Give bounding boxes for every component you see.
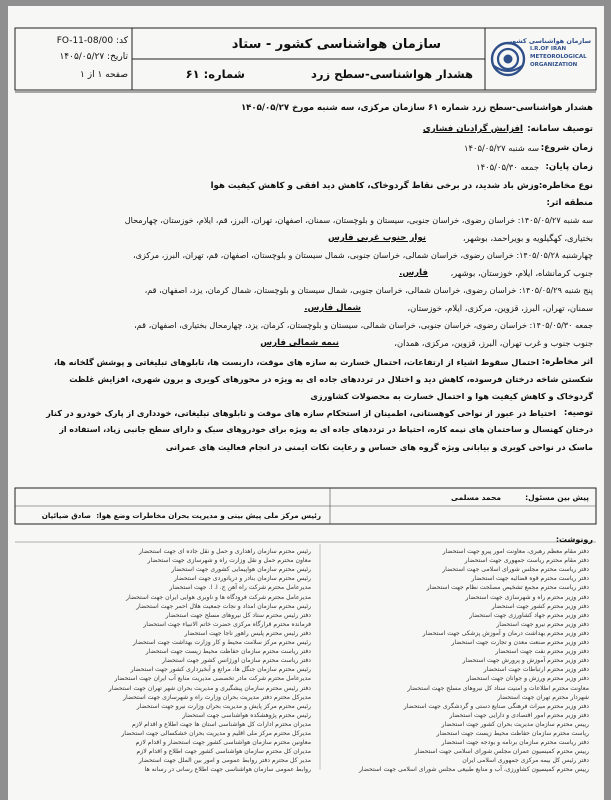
recipient-left-item: رئیس محترم سازمان جنگل ها، مراتع و آبخیزداری کشور جهت استحضار — [130, 666, 311, 674]
meteorological-organization-logo — [490, 32, 594, 86]
doc-title: هشدار هواشناسی-سطح زرد — [311, 67, 473, 81]
recipient-left-item: دفتر رئیس محترم ستاد کل نیروهای مسلح جهت استحضار — [165, 611, 311, 619]
recipient-left-item: مدیر کل محترم دفتر روابط عمومی و امور بین الملل جهت استحضار — [138, 757, 311, 765]
recipient-right-item: رییس محترم کمیسیون کشاورزی، آب و منابع طبیعی مجلس شورای اسلامی جهت استحضار — [358, 766, 589, 774]
advice-line3: ماسک در نواحی کویری و بیابانی ویژه گروه های حساس و رعایت نکات ایمنی در انجام فعالیت های عمرانی — [165, 442, 593, 452]
logo-text-fa: سازمان هواشناسی کشور — [508, 37, 591, 45]
recipient-right-item: دفتر وزیر محترم نیرو جهت استحضار — [496, 620, 589, 628]
form-date: تاریخ: ۱۴۰۵/۰۵/۲۷ — [59, 52, 128, 62]
recipient-left-item: مدیران کل محترم سازمان هواشناسی کشور جهت اطلاع و اقدام لازم — [136, 748, 311, 756]
region-fri-highlight: نیمه شمالی فارس — [260, 338, 339, 348]
recipient-left-item: مدیرکل محترم مرکز ملی اقلیم و مدیریت بحران خشکسالی جهت استحضار — [121, 730, 311, 737]
logo-text-1: I.R.OF IRAN — [530, 46, 567, 52]
region-fri-line1: جمعه ۱۴۰۵/۰۵/۳۰: خراسان رضوی، خراسان جنوبی، خراسان شمالی، سیستان و بلوچستان، کرمان، یزد، چهارمحال بختیاری، اصفهان، قم، — [134, 320, 593, 330]
recipient-right-item: دفتر مقام محترم ریاست جمهوری جهت استحضار — [464, 557, 589, 565]
recipient-right-item: دفتر وزیر محترم میراث فرهنگی صنایع دستی و گردشگری جهت استحضار — [403, 702, 589, 710]
recipient-left-item: مدیرکل محترم دفتر مدیریت بحران وزارت راه و شهرسازی جهت استحضار — [123, 693, 311, 701]
recipient-right-item: رییس محترم کمیسیون عمران مجلس شورای اسلامی جهت استحضار — [414, 748, 589, 756]
duty-forecaster-name: محمد مسلمی — [451, 493, 501, 502]
center-head-name: صادق ضیائیان — [41, 511, 91, 520]
recipient-right-item: شهردار محترم تهران جهت استحضار — [497, 693, 589, 701]
recipient-left-item: دفتر ریاست محترم سازمان اورژانس کشور جهت استحضار — [162, 657, 311, 665]
recipient-right-item: دفتر وزیر محترم کشور جهت استحضار — [491, 602, 589, 610]
region-thu-line2: سمنان، تهران، البرز، قزوین، مرکزی، ایلام، خوزستان، — [407, 303, 593, 313]
system-value: افزایش گرادیان فشاری — [422, 124, 523, 134]
recipient-left-item: معاونین محترم سازمان هواشناسی کشور جهت استحضار و اقدام لازم — [135, 739, 311, 747]
effects-line2: شکستن شاخه درختان فرسوده، کاهش دید و اختلال در ترددهای جاده ای به ویژه در محورهای کویری و برون شهری، افزایش غلظت — [69, 374, 593, 384]
recipient-left-item: معاون محترم حمل و نقل وزارت راه و شهرسازی جهت استحضار — [147, 557, 311, 565]
region-thu-highlight: شمال فارس. — [304, 303, 361, 313]
start-value: سه شنبه ۱۴۰۵/۰۵/۲۷ — [463, 143, 539, 153]
end-label: زمان پایان: — [545, 162, 593, 172]
region-tue-line2: بختیاری، کهگیلویه و بویراحمد، بوشهر، — [462, 233, 593, 243]
recipient-right-item: دفتر وزیر محترم آموزش و پرورش جهت استحضار — [462, 657, 589, 665]
advice-label: توصیه: — [563, 408, 593, 418]
region-fri-line2: جنوب جنوب و غرب تهران، البرز، قزوین، مرکزی، همدان، — [394, 338, 593, 348]
advice-line2: درختان کهنسال و ساختمان های نیمه کاره، احتیاط در ترددهای جاده ای به ویژه برای خودروهای سبک و دارای سطح جانبی زیاد، استفاده از — [59, 425, 593, 434]
region-wed-highlight: فارس. — [399, 268, 428, 278]
advice-line1: احتیاط در عبور از نواحی کوهستانی، اطمینان از استحکام سازه های موقت و تابلوهای تبلیغاتی، خودداری از پارک خودرو در کنار — [46, 408, 556, 418]
recipients-label: رونوشت: — [555, 535, 593, 544]
recipient-left-item: مدیرعامل محترم شرکت فرودگاه ها و ناوبری هوایی ایران جهت استحضار — [126, 593, 311, 601]
region-tue-line1: سه شنبه ۱۴۰۵/۰۵/۲۷: خراسان رضوی، خراسان جنوبی، سیستان و بلوچستان، سمنان، اصفهان، تهران، البرز، قم، ایلام، خوزستان، چهارمحال — [124, 215, 593, 225]
system-label: توصیف سامانه: — [527, 124, 593, 134]
logo-text-2: METEOROLOGICAL — [530, 54, 587, 60]
hazard-label: نوع مخاطره: — [538, 181, 593, 191]
recipient-right-item: دفتر وزیر محترم صنعت معدن و تجارت جهت استحضار — [451, 639, 589, 646]
recipient-left-item: دفتر ریاست محترم سازمان حفاظت محیط زیست جهت استحضار — [145, 648, 311, 656]
logo-text-3: ORGANIZATION — [530, 62, 578, 68]
recipient-left-item: رئیس محترم مرکز پایش و مدیریت بحران وزارت نیرو جهت استحضار — [136, 702, 311, 710]
effects-label: اثر مخاطره: — [541, 357, 593, 367]
end-value: جمعه ۱۴۰۵/۰۵/۳۰ — [476, 162, 539, 172]
region-wed-line2: جنوب کرمانشاه، ایلام، خوزستان، بوشهر، — [450, 268, 593, 278]
recipient-right-item: دفتر رئیس کل بیمه مرکزی جمهوری اسلامی ایران — [462, 757, 589, 765]
recipient-right-item: دفتر ریاست محترم مجلس شورای اسلامی جهت استحضار — [442, 566, 589, 574]
recipient-right-item: دفتر وزیر محترم نفت جهت استحضار — [495, 648, 589, 656]
warning-number: شماره: ۶۱ — [185, 67, 245, 81]
recipient-left-item: روابط عمومی سازمان هواشناسی جهت اطلاع رسانی در رسانه ها — [144, 766, 311, 774]
recipient-left-item: رئیس محترم سازمان هواپیمایی کشوری جهت استحضار — [171, 566, 311, 574]
region-tue-highlight: نوار جنوب غربی فارس — [327, 233, 426, 243]
region-label: منطقه اثر: — [546, 198, 593, 208]
recipient-right-item: دفتر ریاست محترم مجمع تشخیص مصلحت نظام جهت استحضار — [426, 584, 589, 592]
effects-line3: گردوخاک و کاهش کیفیت هوا و احتمال خسارت به محصولات کشاورزی — [310, 391, 593, 401]
recipient-right-item: دفتر وزیر محترم جهاد کشاورزی جهت استحضار — [469, 611, 589, 619]
recipient-left-item: فرمانده محترم قرارگاه مرکزی حضرت خاتم الانبیاء جهت استحضار — [143, 620, 311, 628]
recipient-right-item: دفتر وزیر محترم ورزش و جوانان جهت استحضار — [466, 675, 589, 683]
recipient-left-item: رئیس محترم سازمان امداد و نجات جمعیت هلال احمر جهت استحضار — [136, 602, 311, 610]
center-head-label: رئیس مرکز ملی پیش بینی و مدیریت بحران مخاطرات وضع هوا: — [96, 511, 321, 520]
recipient-right-item: دفتر وزیر محترم راه و شهرسازی جهت استحضار — [465, 593, 589, 601]
recipient-right-item: دفتر ریاست محترم قوه قضائیه جهت استحضار — [471, 575, 589, 583]
hazard-value: وزش باد شدید، در برخی نقاط گردوخاک، کاهش دید افقی و کاهش کیفیت هوا — [210, 181, 539, 191]
recipient-left-item: رئیس محترم سازمان راهداری و حمل و نقل جاده ای جهت استحضار — [138, 548, 311, 555]
recipient-left-item: دفتر رئیس محترم سازمان پیشگیری و مدیریت بحران شهر تهران جهت استحضار — [108, 684, 311, 692]
recipient-right-item: رییس محترم سازمان مدیریت بحران کشور جهت استحضار — [441, 720, 589, 728]
duty-forecaster-label: پیش بین مسئول: — [525, 493, 589, 502]
recipient-left-item: مدیرعامل محترم شرکت راه آهن ج. ا. ا. جهت استحضار — [169, 584, 311, 592]
form-code: کد: FO-11-08/00 — [56, 36, 128, 46]
start-label: زمان شروع: — [540, 143, 593, 153]
recipient-right-item: دفتر وزیر محترم امور اقتصادی و دارایی جهت استحضار — [449, 711, 589, 719]
region-thu-line1: پنج شنبه ۱۴۰۵/۰۵/۲۹: خراسان رضوی، خراسان شمالی، خراسان جنوبی، شمال سیستان و بلوچستان، شمال کرمان، یزد، اصفهان، قم، — [144, 285, 593, 295]
recipient-left-item: رئیس محترم سازمان بنادر و دریانوردی جهت استحضار — [173, 575, 311, 583]
recipient-left-item: دفتر رئیس محترم پلیس راهور ناجا جهت استحضار — [184, 629, 311, 637]
recipient-right-item: دفتر مقام معظم رهبری، معاونت امور پیرو جهت استحضار — [442, 548, 589, 555]
recipient-right-item: دفتر وزیر محترم بهداشت درمان و آموزش پزشکی جهت استحضار — [422, 629, 589, 637]
org-title: سازمان هواشناسی کشور - ستاد — [231, 37, 441, 52]
recipient-right-item: معاونت محترم اطلاعات و امنیت ستاد کل نیروهای مسلح جهت استحضار — [407, 684, 589, 692]
region-wed-line1: چهارشنبه ۱۴۰۵/۰۵/۲۸: خراسان رضوی، خراسان شمالی، خراسان جنوبی، شمال سیستان و بلوچستان، اصفهان، قم، تهران، البرز، مرکزی، — [133, 250, 593, 260]
recipient-left-item: رئیس محترم پژوهشکده هواشناسی جهت استحضار — [182, 711, 311, 719]
page-number: صفحه ۱ از ۱ — [80, 70, 128, 80]
effects-line1: احتمال سقوط اشیاء از ارتفاعات، احتمال خسارت به سازه های موقت، داربست ها، تابلوهای تبلیغاتی و پوشش گلخانه ها، — [53, 357, 539, 367]
recipient-right-item: دفتر ریاست محترم سازمان برنامه و بودجه جهت استحضار — [441, 739, 589, 747]
warning-intro: هشدار هواشناسی-سطح زرد شماره ۶۱ سازمان مرکزی، سه شنبه مورخ ۱۴۰۵/۰۵/۲۷ — [240, 103, 593, 113]
recipient-left-item: مدیران محترم ادارات کل هواشناسی استان ها جهت اطلاع و اقدام لازم — [131, 720, 311, 728]
recipient-right-item: دفتر وزیر محترم ارتباطات جهت استحضار — [483, 666, 589, 674]
recipient-left-item: رئیس محترم مرکز سلامت محیط و کار وزارت بهداشت جهت استحضار — [132, 639, 311, 646]
recipient-left-item: مدیرعامل محترم شرکت مادر تخصصی مدیریت منابع آب ایران جهت استحضار — [114, 675, 311, 683]
recipient-right-item: ریاست محترم سازمان حفاظت محیط زیست جهت استحضار — [436, 730, 589, 737]
